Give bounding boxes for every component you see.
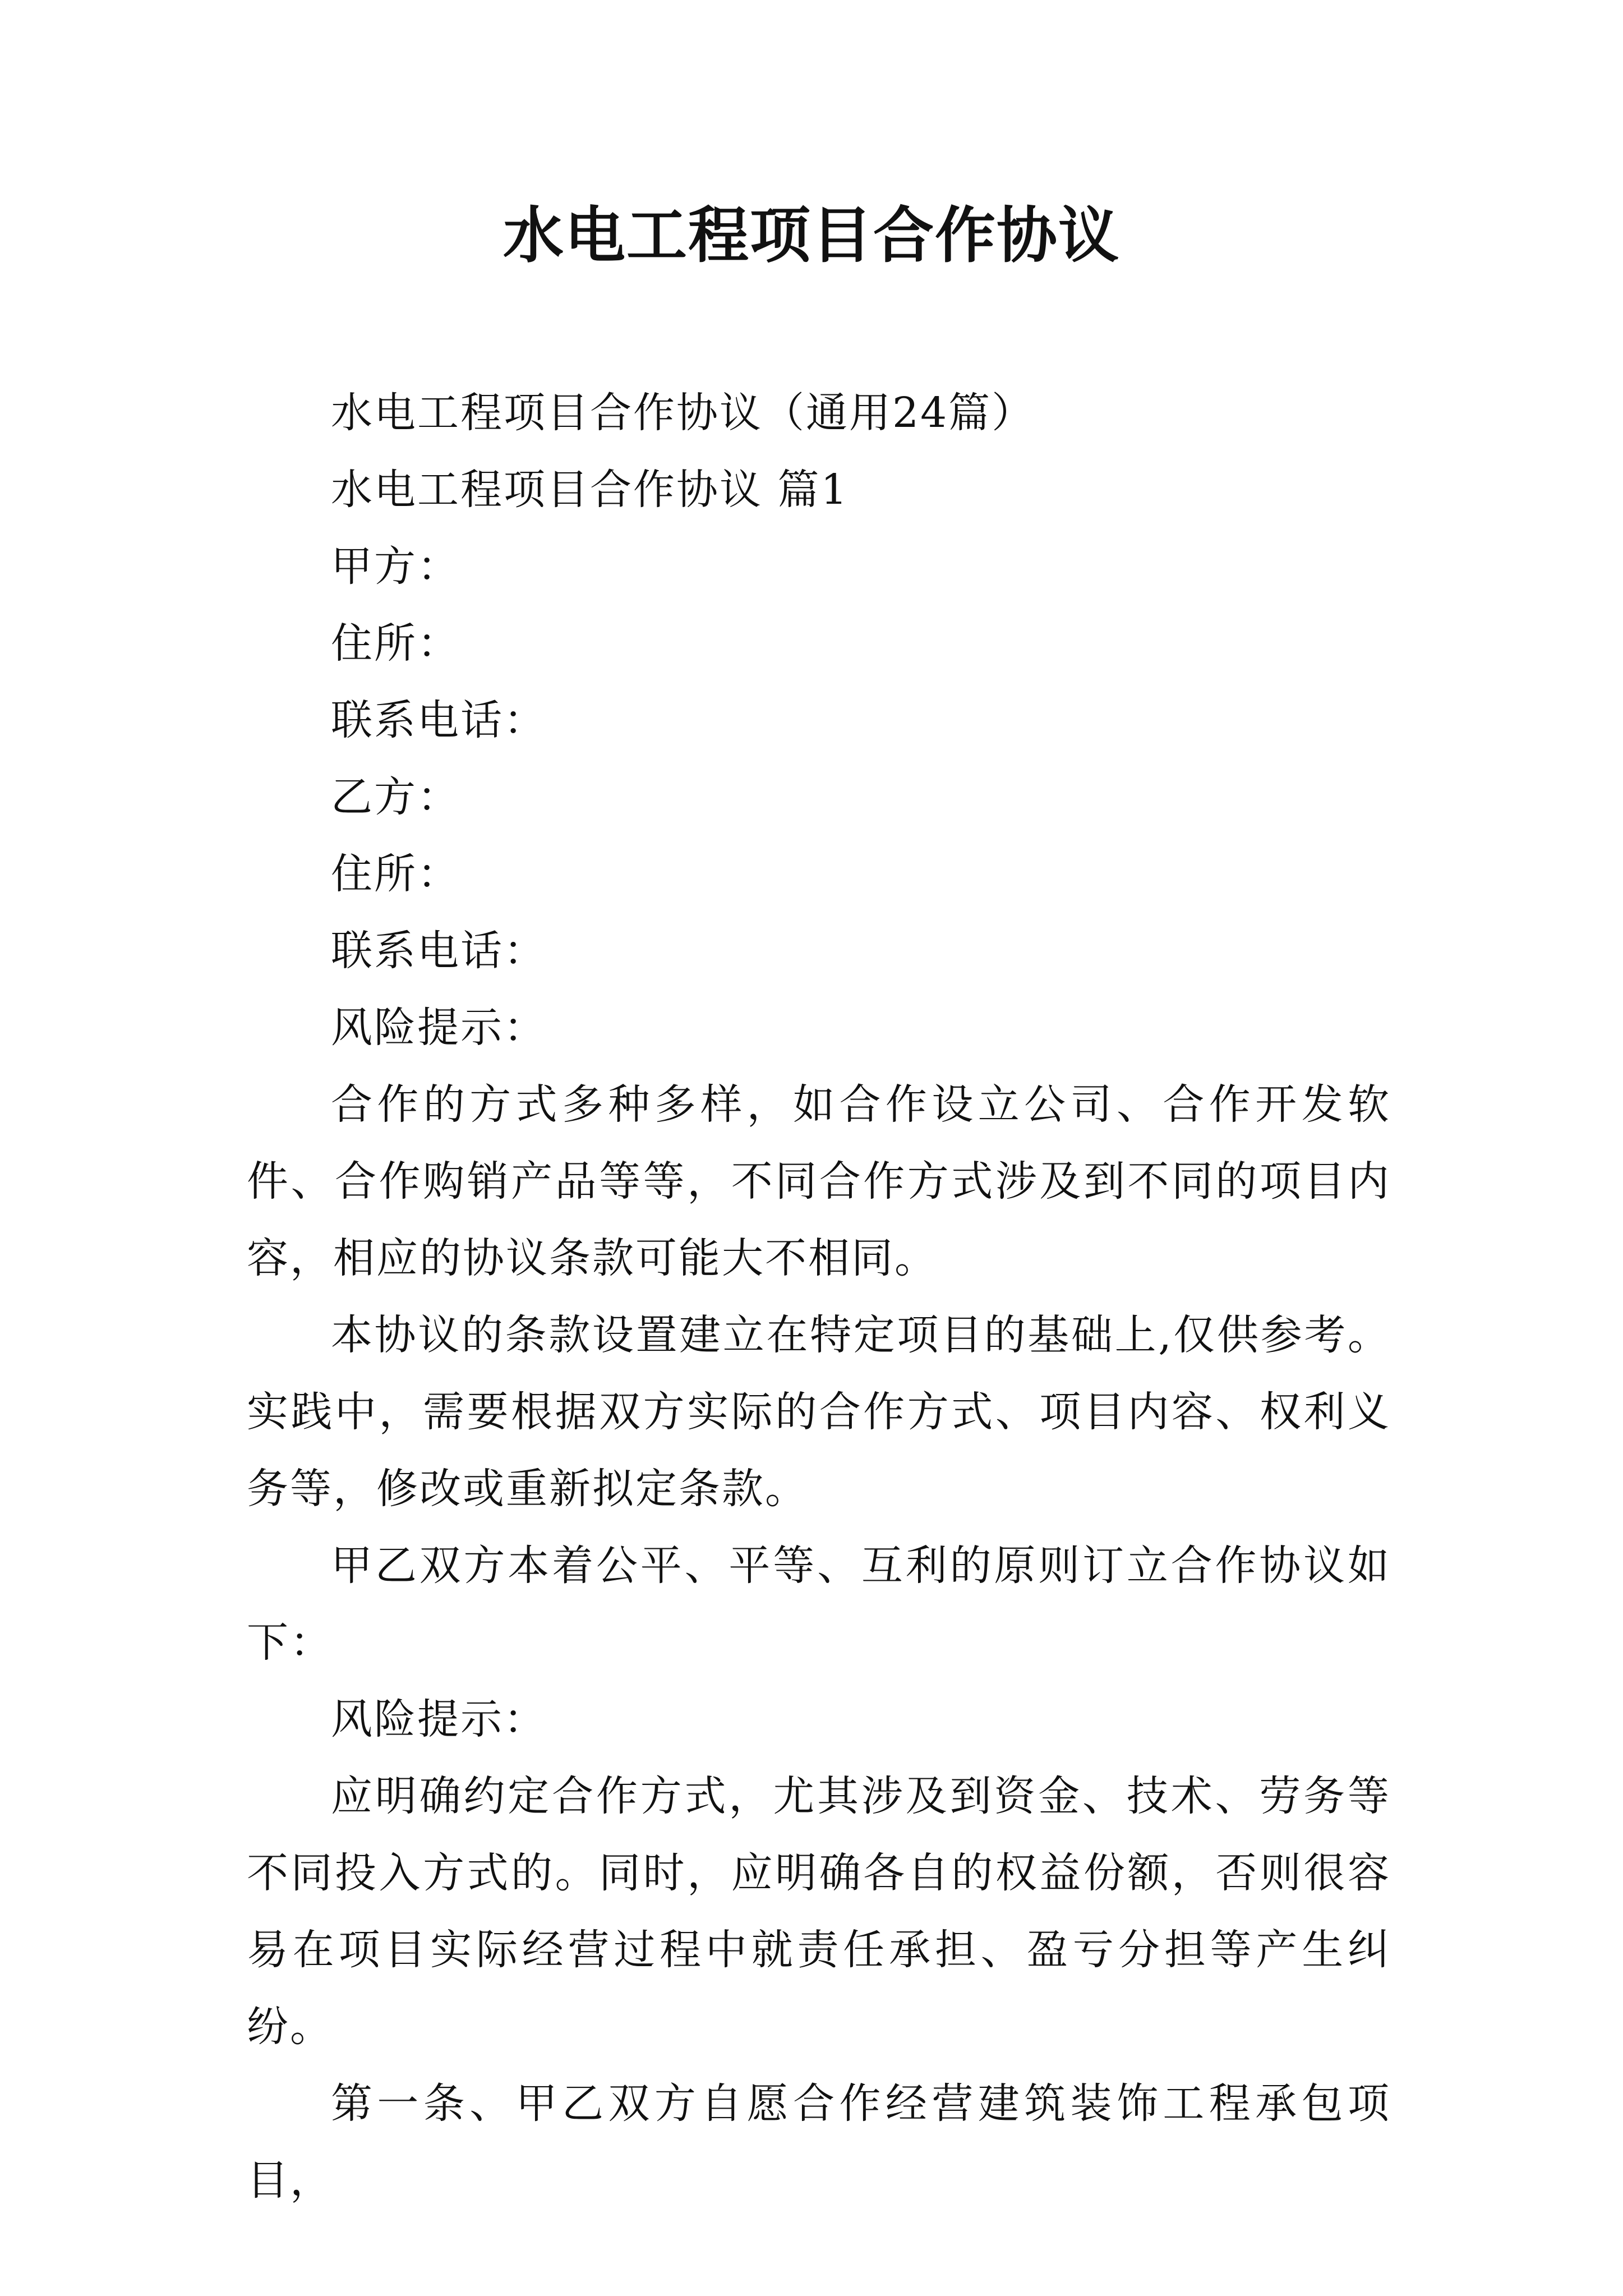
paragraph-agreement-intro: 甲乙双方本着公平、平等、互利的原则订立合作协议如下： [247,1542,1391,1667]
paragraph-risk-text-3: 应明确约定合作方式，尤其涉及到资金、技术、劳务等不同投入方式的。同时，应明确各自的权益份额，否则很容易在项目实际经营过程中就责任承担、盈亏分担等产生纠纷。 [247,1772,1391,2051]
document-title: 水电工程项目合作协议 [502,200,1120,271]
paragraph-party-b-phone: 联系电话： [331,927,547,975]
paragraph-risk-text-2: 本协议的条款设置建立在特定项目的基础上,仅供参考。实践中，需要根据双方实际的合作方式、项目内容、权利义务等，修改或重新拟定条款。 [247,1311,1391,1513]
paragraph-party-a-phone: 联系电话： [331,696,547,744]
paragraph-chapter-heading: 水电工程项目合作协议 篇1 [331,466,849,514]
paragraph-subtitle: 水电工程项目合作协议（通用24篇） [331,389,1035,437]
paragraph-risk-label-2: 风险提示： [331,1695,547,1743]
paragraph-party-a-address: 住所： [331,619,460,668]
paragraph-risk-label-1: 风险提示： [331,1004,547,1052]
paragraph-party-b: 乙方： [331,773,460,821]
document-body [247,375,1391,2219]
paragraph-party-a: 甲方： [331,542,460,591]
paragraph-article-1: 第一条、甲乙双方自愿合作经营建筑装饰工程承包项目， [247,2079,1391,2205]
paragraph-party-b-address: 住所： [331,850,460,898]
paragraph-risk-text-1: 合作的方式多种多样，如合作设立公司、合作开发软件、合作购销产品等等，不同合作方式涉及到不同的项目内容，相应的协议条款可能大不相同。 [247,1080,1391,1282]
